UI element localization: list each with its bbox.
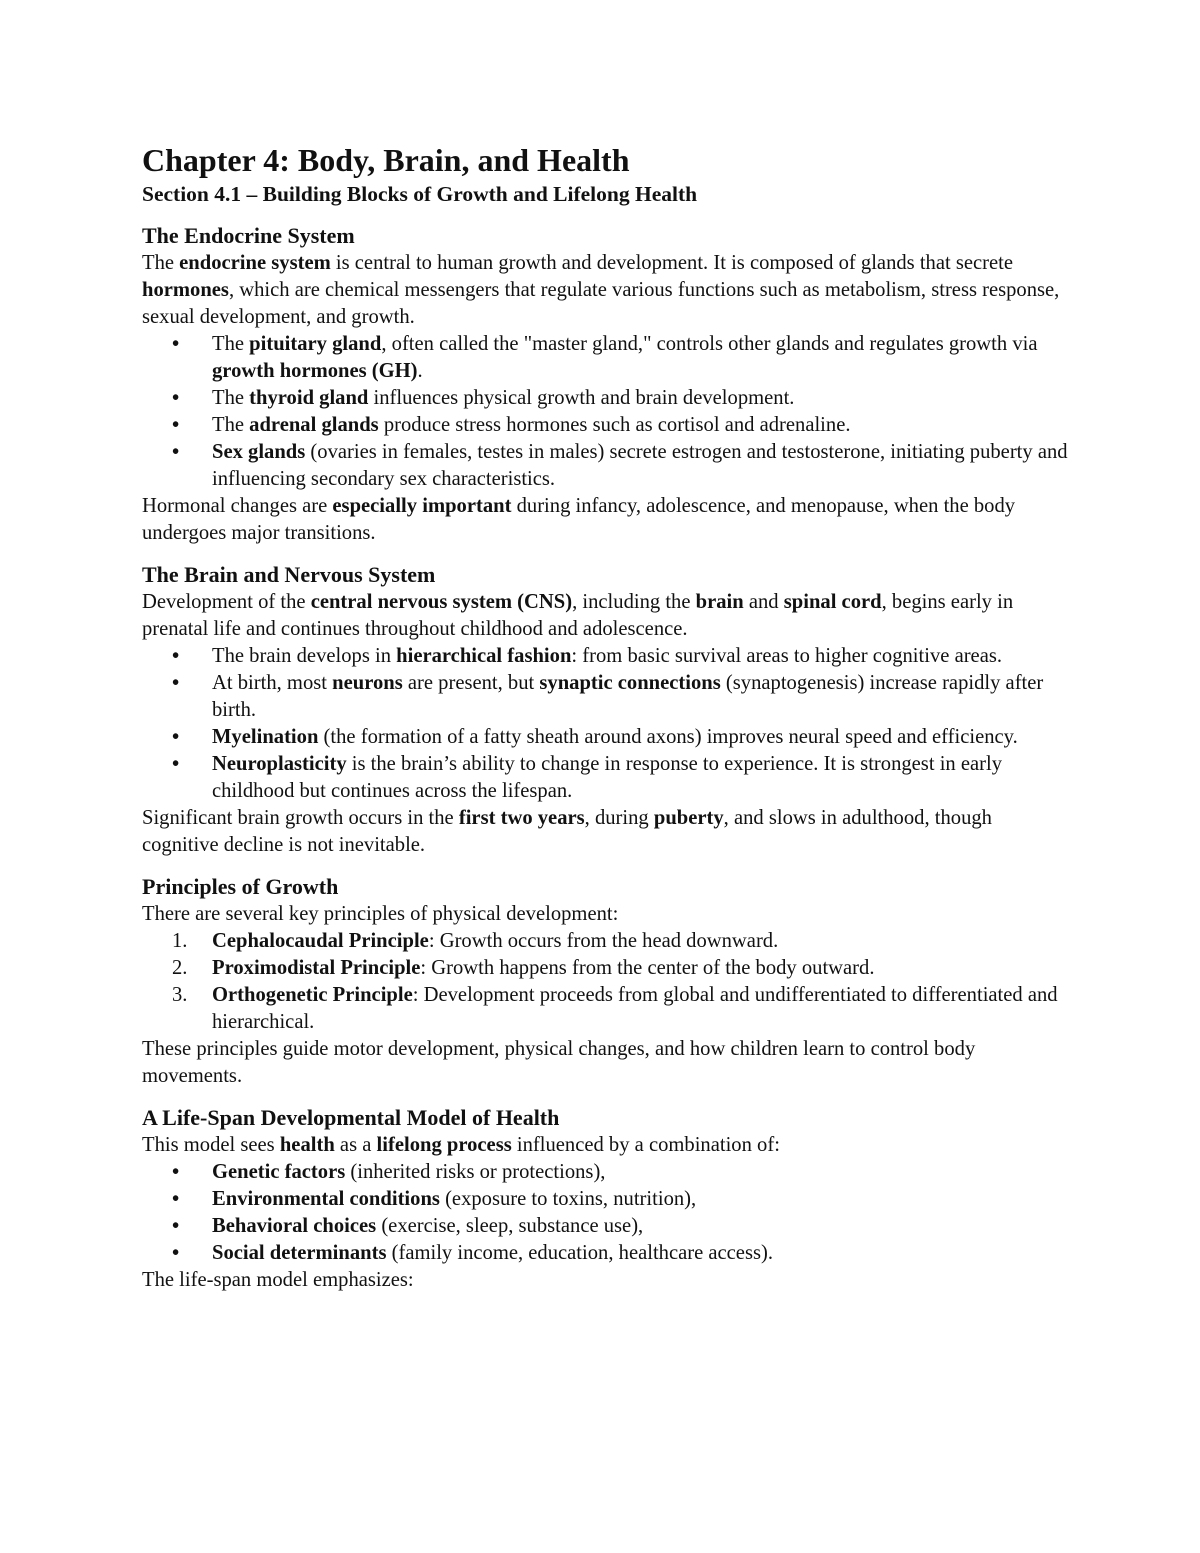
list-item [142,928,1072,955]
text-run: At birth, most [212,672,333,694]
section-outro [142,1036,1072,1090]
list-item [142,643,1072,670]
section-subtitle: Section 4.1 – Building Blocks of Growth and Lifelong Health [142,182,698,206]
text-run: The [212,333,250,355]
list-item [142,1240,1072,1267]
section-heading: A Life-Span Developmental Model of Health [142,1105,560,1130]
text-run: This model sees [142,1134,280,1156]
section-heading: Principles of Growth [142,874,339,899]
bold-term: hormones [142,279,229,301]
bullet-icon: • [172,1161,180,1183]
bold-term: Environmental conditions [212,1188,440,1210]
list-item [142,724,1072,751]
bold-term: health [279,1134,335,1156]
list-item [142,751,1072,805]
bullet-icon: • [172,726,180,748]
section-outro [142,493,1072,547]
bold-term: Myelination [212,726,319,748]
text-run: are present, but [402,672,540,694]
text-run: (inherited risks or protections), [345,1161,606,1183]
bullet-icon: • [172,387,180,409]
text-run: The [212,387,250,409]
text-run: : Development proceeds from global and undifferentiated to differentiated and hierarchical. [212,984,1058,1033]
section-heading: The Brain and Nervous System [142,562,436,587]
text-run: The [212,414,250,436]
section-outro [142,805,1072,859]
text-run: (family income, education, healthcare access). [386,1242,773,1264]
text-run: (ovaries in females, testes in males) secrete estrogen and testosterone, initiating puberty and influencing secondary sex characteristics. [212,441,1068,490]
text-run: (synaptogenesis) increase rapidly after birth. [212,672,1044,721]
text-run: These principles guide motor development, physical changes, and how children learn to control body movements. [142,1038,976,1087]
bold-term: first two years [458,807,585,829]
bullet-icon: • [172,645,180,667]
bullet-list [142,1159,1072,1267]
bullet-icon: • [172,1188,180,1210]
list-item [142,1186,1072,1213]
section-intro [142,589,1072,643]
bold-term: hierarchical fashion [396,645,572,667]
bold-term: Behavioral choices [212,1215,377,1237]
bullet-list [142,331,1072,493]
list-number: 2. [172,957,188,979]
list-item [142,982,1072,1036]
section-outro [142,1267,1072,1294]
bullet-icon: • [172,441,180,463]
list-item [142,331,1072,385]
text-run: Hormonal changes are [142,495,333,517]
list-item [142,1159,1072,1186]
text-run: The [142,252,180,274]
list-item [142,439,1072,493]
list-item [142,385,1072,412]
bold-term: central nervous system (CNS) [310,591,573,613]
bold-term: endocrine system [179,252,331,274]
bold-term: Proximodistal Principle [212,957,421,979]
bold-term: pituitary gland [249,333,382,355]
bullet-icon: • [172,333,180,355]
list-item [142,955,1072,982]
bullet-icon: • [172,1242,180,1264]
text-run: : from basic survival areas to higher cognitive areas. [571,645,1003,667]
section-the-endocrine-system [142,222,1072,547]
section-principles-of-growth [142,873,1072,1090]
bold-term: synaptic connections [539,672,721,694]
bold-term: neurons [332,672,403,694]
bullet-icon: • [172,672,180,694]
text-run: (exercise, sleep, substance use), [376,1215,644,1237]
text-run: during infancy, adolescence, and menopause, when the body undergoes major transitions. [142,495,1016,544]
section-the-brain-and-nervous-system [142,561,1072,859]
text-run: , begins early in prenatal life and continues throughout childhood and adolescence. [142,591,1014,640]
section-a-life-span-developmental-model-of-health [142,1104,1072,1294]
bold-term: Neuroplasticity [212,753,347,775]
bullet-list [142,643,1072,805]
list-item [142,1213,1072,1240]
bold-term: adrenal glands [249,414,379,436]
text-run: , including the [572,591,696,613]
bold-term: thyroid gland [249,387,369,409]
text-run: : Growth occurs from the head downward. [428,930,779,952]
bold-term: brain [695,591,744,613]
chapter-title: Chapter 4: Body, Brain, and Health [142,142,630,178]
text-run: is the brain’s ability to change in response to experience. It is strongest in early childhood but continues across the lifespan. [212,753,1003,802]
bold-term: Sex glands [212,441,306,463]
text-run: is central to human growth and development. It is composed of glands that secrete [330,252,1014,274]
sections-container [142,222,1072,1294]
section-intro [142,250,1072,331]
text-run: influenced by a combination of: [511,1134,780,1156]
text-run: and [743,591,784,613]
section-intro [142,901,1072,928]
text-run: : Growth happens from the center of the body outward. [420,957,875,979]
bold-term: lifelong process [376,1134,512,1156]
section-intro [142,1132,1072,1159]
text-run: , often called the "master gland," controls other glands and regulates growth via [381,333,1038,355]
bullet-icon: • [172,414,180,436]
text-run: Development of the [142,591,311,613]
bold-term: puberty [653,807,724,829]
bold-term: growth hormones (GH) [212,360,418,382]
bold-term: Cephalocaudal Principle [212,930,429,952]
text-run: produce stress hormones such as cortisol and adrenaline. [378,414,851,436]
list-item [142,412,1072,439]
numbered-list [142,928,1072,1036]
text-run: , which are chemical messengers that regulate various functions such as metabolism, stress response, sexual development, and growth. [142,279,1060,328]
text-run: influences physical growth and brain development. [368,387,795,409]
section-heading: The Endocrine System [142,223,355,248]
bullet-icon: • [172,753,180,775]
text-run: as a [334,1134,377,1156]
text-run: (the formation of a fatty sheath around axons) improves neural speed and efficiency. [318,726,1018,748]
bullet-icon: • [172,1215,180,1237]
list-number: 3. [172,984,188,1006]
bold-term: Orthogenetic Principle [212,984,413,1006]
text-run: The life-span model emphasizes: [142,1269,414,1291]
bold-term: Social determinants [212,1242,387,1264]
bold-term: especially important [332,495,512,517]
text-run: . [417,360,423,382]
text-run: The brain develops in [212,645,397,667]
text-run: (exposure to toxins, nutrition), [439,1188,697,1210]
list-item [142,670,1072,724]
bold-term: Genetic factors [212,1161,346,1183]
bold-term: spinal cord [783,591,882,613]
text-run: There are several key principles of physical development: [142,903,619,925]
text-run: , during [584,807,654,829]
list-number: 1. [172,930,188,952]
document-page [142,140,1072,1308]
text-run: Significant brain growth occurs in the [142,807,459,829]
text-run: , and slows in adulthood, though cognitive decline is not inevitable. [142,807,992,856]
